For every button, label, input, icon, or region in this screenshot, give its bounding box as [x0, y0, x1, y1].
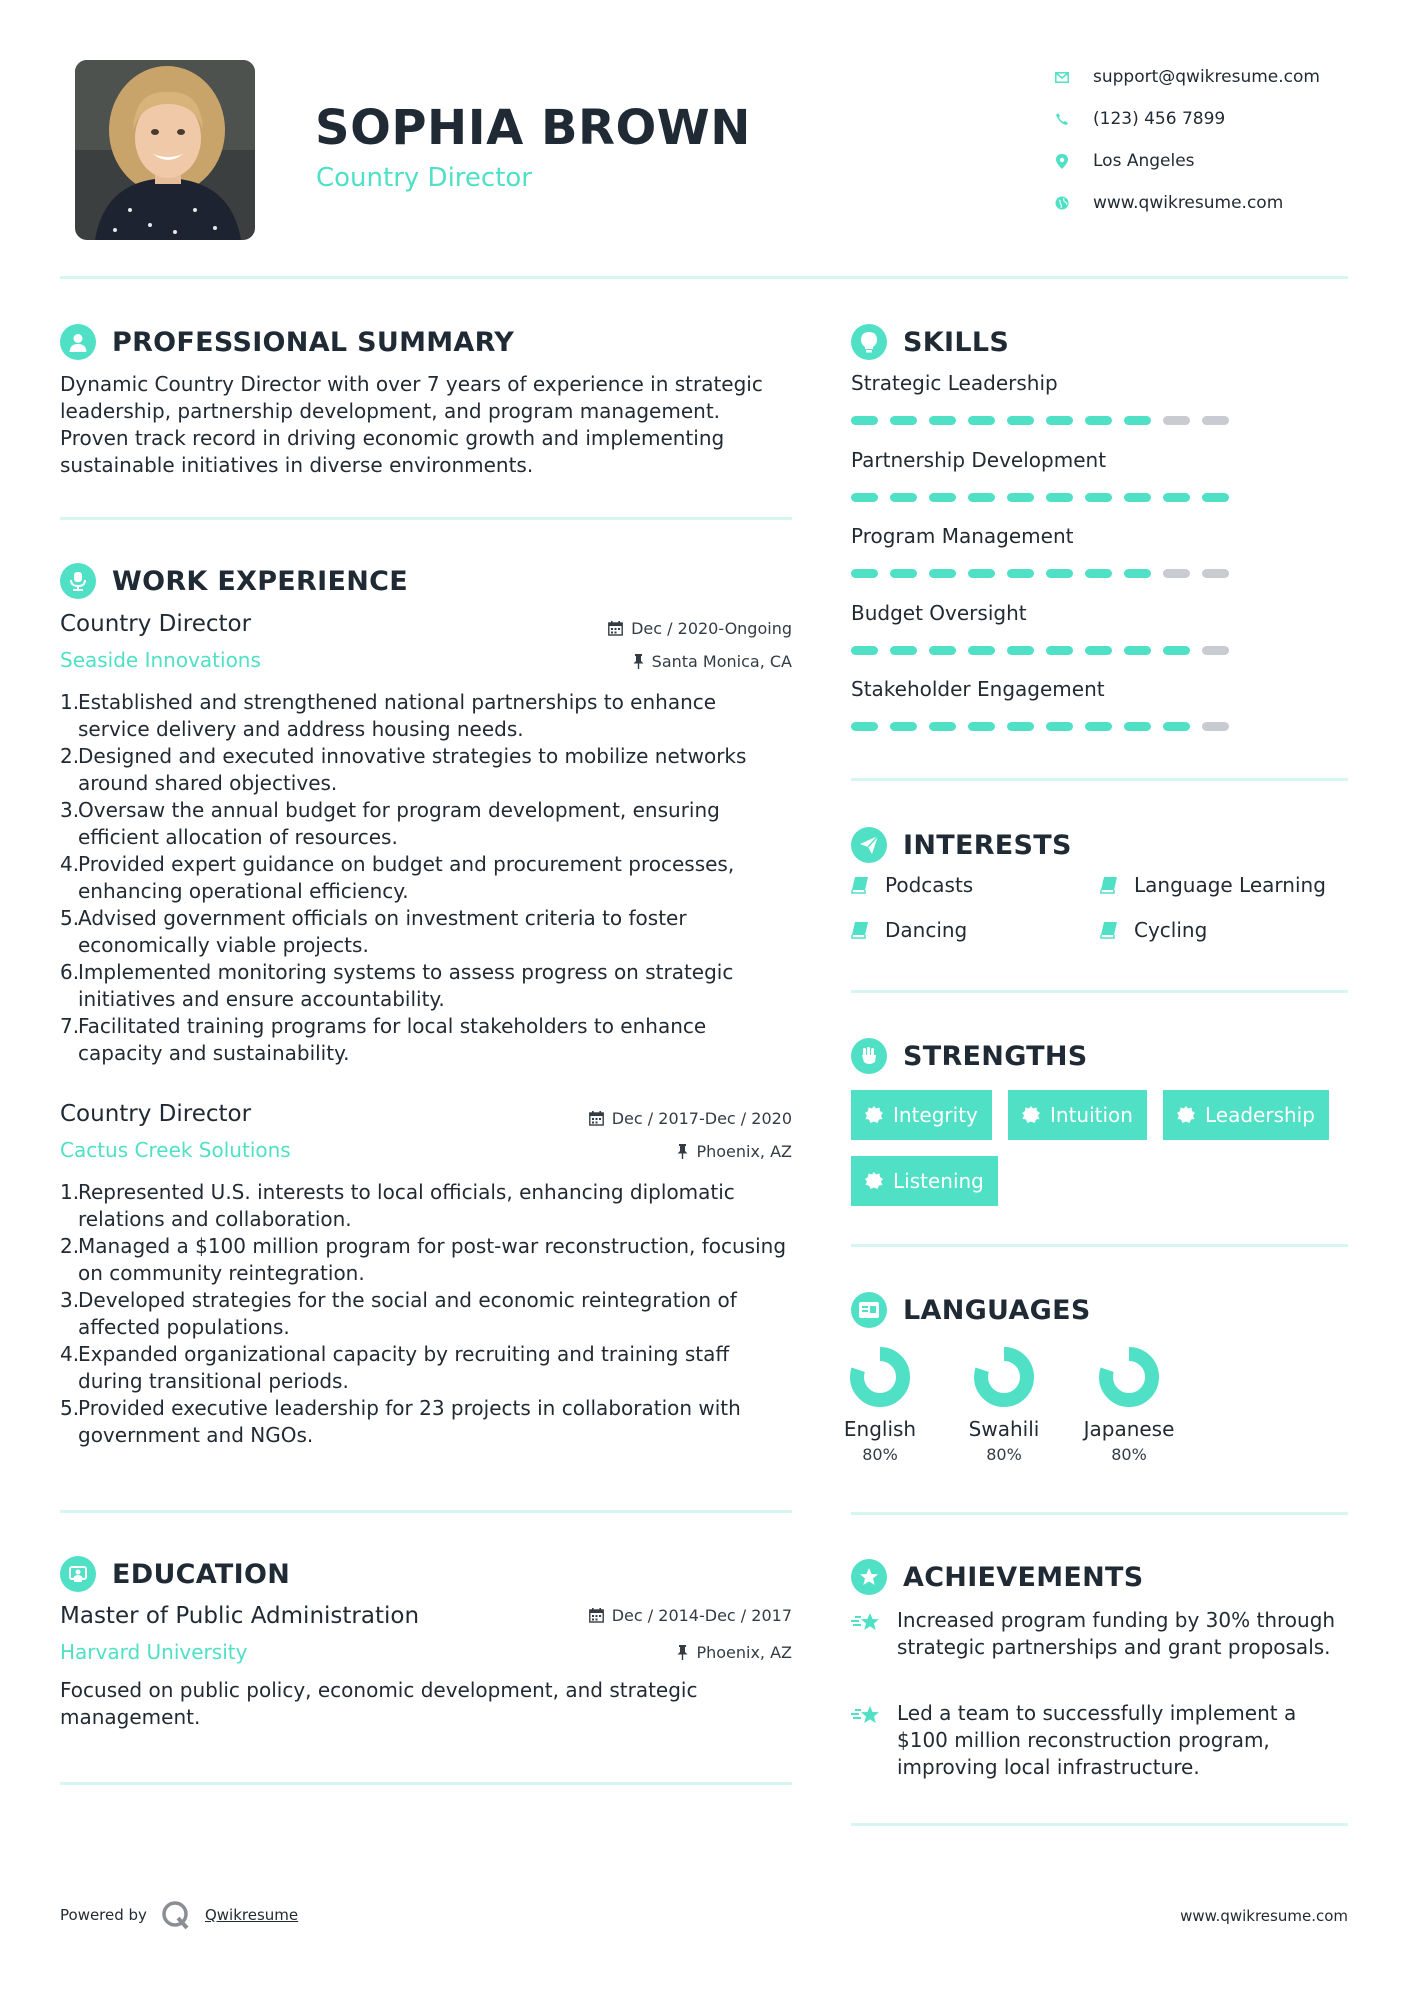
- experience-heading: WORK EXPERIENCE: [112, 565, 408, 597]
- skill-segment-filled: [851, 722, 878, 731]
- skill-segment-filled: [1124, 493, 1151, 502]
- pushpin-icon: [633, 654, 644, 669]
- book-icon: [1100, 921, 1118, 939]
- skills-heading: SKILLS: [903, 326, 1010, 358]
- languages-header: [851, 1292, 1091, 1328]
- list-item: 3. Oversaw the annual budget for program development, ensuring efficient allocation of resources.: [60, 798, 720, 849]
- education-school: Harvard University: [60, 1640, 248, 1664]
- skill-segment-filled: [929, 493, 956, 502]
- contact-email-text: support@qwikresume.com: [1093, 67, 1320, 87]
- skill-segment-filled: [1085, 569, 1112, 578]
- contact-phone-text: (123) 456 7899: [1093, 109, 1226, 129]
- skill-segment-filled: [929, 416, 956, 425]
- id-card-icon: [851, 1292, 887, 1328]
- education-date-text: Dec / 2014-Dec / 2017: [611, 1606, 792, 1625]
- skill-segment-empty: [1202, 722, 1229, 731]
- list-item: 4. Provided expert guidance on budget and procurement processes, enhancing operational efficiency.: [60, 852, 735, 903]
- experience-divider: [60, 1510, 792, 1513]
- progress-arc: [981, 1354, 1027, 1400]
- qwikresume-link[interactable]: Qwikresume: [204, 1906, 299, 1924]
- pushpin-icon: [677, 1144, 688, 1159]
- progress-arc: [857, 1354, 903, 1400]
- achievements-heading: ACHIEVEMENTS: [903, 1561, 1144, 1593]
- list-item: 6. Implemented monitoring systems to assess progress on strategic initiatives and ensure accountability.: [60, 960, 734, 1011]
- strengths-heading: STRENGTHS: [903, 1040, 1088, 1072]
- skill-name: Strategic Leadership: [851, 371, 1058, 395]
- job-1-company: Seaside Innovations: [60, 648, 261, 672]
- badge-icon: [865, 1106, 883, 1124]
- skill-segment-filled: [1124, 646, 1151, 655]
- skill-segment-filled: [1085, 416, 1112, 425]
- star-badge-icon: [851, 1559, 887, 1595]
- job-2-title: Country Director: [60, 1101, 252, 1127]
- education-location: [677, 1643, 792, 1662]
- progress-ring: [848, 1345, 912, 1409]
- interests-divider: [851, 990, 1348, 993]
- education-location-text: Phoenix, AZ: [696, 1643, 792, 1662]
- lightbulb-icon: [851, 324, 887, 360]
- job-1-date: [608, 619, 792, 638]
- left-column: [60, 0, 792, 1990]
- shooting-star-icon: [851, 1700, 897, 1781]
- skill-segment-filled: [968, 493, 995, 502]
- qwikresume-logo-icon: [161, 1900, 191, 1930]
- book-icon: [851, 921, 869, 939]
- calendar-icon: [608, 621, 623, 636]
- skill-segment-empty: [1202, 569, 1229, 578]
- job-1-date-text: Dec / 2020-Ongoing: [631, 619, 792, 638]
- skill-segment-filled: [890, 722, 917, 731]
- skill-segment-filled: [968, 722, 995, 731]
- skill-name: Stakeholder Engagement: [851, 677, 1105, 701]
- summary-text: Dynamic Country Director with over 7 years of experience in strategic leadership, partnership development, and program management. Proven track record in driving economic growth and implementing sustainable initiatives in diverse environments.: [60, 372, 763, 477]
- calendar-icon: [589, 1111, 604, 1126]
- education-description: Focused on public policy, economic development, and strategic management.: [60, 1678, 698, 1729]
- footer-website-link[interactable]: www.qwikresume.com: [1180, 1907, 1348, 1925]
- skill-segment-filled: [890, 646, 917, 655]
- skill-segment-filled: [1124, 722, 1151, 731]
- badge-icon: [1177, 1106, 1195, 1124]
- book-icon: [851, 876, 869, 894]
- skill-segment-empty: [1202, 416, 1229, 425]
- skill-segment-filled: [1202, 493, 1229, 502]
- job-2-date-text: Dec / 2017-Dec / 2020: [611, 1109, 792, 1128]
- strength-chip-leadership: Leadership: [1163, 1090, 1329, 1140]
- list-item: 7. Facilitated training programs for local stakeholders to enhance capacity and sustainability.: [60, 1014, 707, 1065]
- interest-item-dancing: Dancing: [851, 918, 967, 942]
- skill-segment-filled: [851, 646, 878, 655]
- skill-segment-empty: [1202, 646, 1229, 655]
- skill-segment-filled: [929, 722, 956, 731]
- summary-heading: PROFESSIONAL SUMMARY: [112, 326, 515, 358]
- job-1-location: [633, 652, 792, 671]
- skill-level-bar: [851, 493, 1241, 502]
- progress-ring: [1097, 1345, 1161, 1409]
- job-2-location: [677, 1142, 792, 1161]
- skill-name: Budget Oversight: [851, 600, 1027, 625]
- interest-item-language-learning: Language Learning: [1100, 873, 1326, 897]
- skill-segment-filled: [1007, 722, 1034, 731]
- list-item: 4. Expanded organizational capacity by recruiting and training staff during transitional periods.: [60, 1342, 730, 1393]
- strength-chip-intuition: Intuition: [1008, 1090, 1147, 1140]
- skill-name: Partnership Development: [851, 447, 1107, 472]
- interest-item-cycling: Cycling: [1100, 918, 1207, 942]
- badge-icon: [865, 1172, 883, 1190]
- shooting-star-icon: [851, 1607, 897, 1661]
- pushpin-icon: [677, 1645, 688, 1660]
- skill-segment-filled: [929, 646, 956, 655]
- skill-segment-filled: [1163, 493, 1190, 502]
- calendar-icon: [589, 1608, 604, 1623]
- skill-segment-filled: [1007, 646, 1034, 655]
- badge-icon: [1022, 1106, 1040, 1124]
- language-japanese: Japanese 80%: [1079, 1345, 1179, 1464]
- skills-header: [851, 324, 1009, 360]
- strengths-header: [851, 1038, 1088, 1074]
- contact-location-text: Los Angeles: [1093, 151, 1195, 171]
- achievements-divider: [851, 1823, 1348, 1826]
- list-item: 5. Provided executive leadership for 23 projects in collaboration with government and NGOs.: [60, 1396, 741, 1447]
- candidate-name: SOPHIA BROWN: [315, 100, 751, 156]
- job-1-bullets: [60, 689, 792, 1067]
- list-item: 3. Developed strategies for the social and economic reintegration of affected populations.: [60, 1288, 737, 1339]
- job-2-date: [589, 1109, 792, 1128]
- skill-segment-filled: [1046, 416, 1073, 425]
- right-column: [843, 0, 1348, 1990]
- skill-segment-filled: [1085, 493, 1112, 502]
- contact-website-text: www.qwikresume.com: [1093, 193, 1284, 213]
- summary-divider: [60, 517, 792, 520]
- language-swahili: Swahili 80%: [954, 1345, 1054, 1464]
- interests-header: [851, 827, 1072, 863]
- skill-segment-filled: [890, 569, 917, 578]
- progress-ring: [972, 1345, 1036, 1409]
- achievement-item: Increased program funding by 30% through strategic partnerships and grant proposals.: [851, 1607, 1348, 1661]
- briefcase-icon: [60, 563, 96, 599]
- skill-segment-filled: [1124, 416, 1151, 425]
- strengths-divider: [851, 1244, 1348, 1247]
- list-item: 1. Represented U.S. interests to local officials, enhancing diplomatic relations and collaboration.: [60, 1180, 735, 1231]
- skill-segment-filled: [1124, 569, 1151, 578]
- job-1-location-text: Santa Monica, CA: [651, 652, 792, 671]
- skill-segment-filled: [851, 416, 878, 425]
- skill-level-bar: [851, 416, 1241, 425]
- interests-heading: INTERESTS: [903, 829, 1072, 861]
- skills-divider: [851, 778, 1348, 781]
- interest-item-podcasts: Podcasts: [851, 873, 973, 897]
- graduation-icon: [60, 1556, 96, 1592]
- languages-divider: [851, 1512, 1348, 1515]
- skill-level-bar: [851, 722, 1241, 731]
- skill-segment-filled: [968, 416, 995, 425]
- job-2-company: Cactus Creek Solutions: [60, 1138, 291, 1162]
- skill-segment-filled: [1046, 646, 1073, 655]
- job-2-bullets: [60, 1179, 792, 1449]
- footer-powered-by: Powered by Qwikresume: [60, 1900, 298, 1930]
- skill-segment-filled: [851, 493, 878, 502]
- skill-segment-filled: [1085, 646, 1112, 655]
- candidate-title: Country Director: [316, 163, 532, 193]
- skill-level-bar: [851, 569, 1241, 578]
- skill-segment-filled: [1085, 722, 1112, 731]
- education-heading: EDUCATION: [112, 1558, 291, 1590]
- skill-segment-filled: [1007, 569, 1034, 578]
- skill-segment-filled: [1007, 416, 1034, 425]
- job-2-location-text: Phoenix, AZ: [696, 1142, 792, 1161]
- skill-segment-filled: [1163, 646, 1190, 655]
- skill-segment-filled: [851, 569, 878, 578]
- education-divider: [60, 1782, 792, 1785]
- list-item: 2. Managed a $100 million program for post-war reconstruction, focusing on community reintegration.: [60, 1234, 787, 1285]
- education-date: [589, 1606, 792, 1625]
- achievement-item: Led a team to successfully implement a $100 million reconstruction program, improving local infrastructure.: [851, 1700, 1348, 1781]
- fist-icon: [851, 1038, 887, 1074]
- achievements-header: [851, 1559, 1144, 1595]
- skill-segment-filled: [890, 493, 917, 502]
- skill-segment-filled: [1163, 722, 1190, 731]
- strength-chip-listening: Listening: [851, 1156, 998, 1206]
- skill-segment-filled: [1046, 493, 1073, 502]
- summary-header: [60, 324, 514, 360]
- languages-heading: LANGUAGES: [903, 1294, 1091, 1326]
- paper-plane-icon: [851, 827, 887, 863]
- skill-segment-filled: [968, 569, 995, 578]
- experience-header: [60, 563, 408, 599]
- strength-chip-integrity: Integrity: [851, 1090, 992, 1140]
- progress-arc: [1106, 1354, 1152, 1400]
- skill-segment-filled: [890, 416, 917, 425]
- book-icon: [1100, 876, 1118, 894]
- skill-name: Program Management: [851, 524, 1074, 548]
- education-degree: Master of Public Administration: [60, 1603, 420, 1629]
- education-header: [60, 1556, 290, 1592]
- skill-segment-empty: [1163, 569, 1190, 578]
- skill-level-bar: [851, 646, 1241, 655]
- list-item: 5. Advised government officials on investment criteria to foster economically viable projects.: [60, 906, 687, 957]
- language-english: English 80%: [830, 1345, 930, 1464]
- skill-segment-filled: [1046, 569, 1073, 578]
- list-item: 1. Established and strengthened national partnerships to enhance service delivery and address housing needs.: [60, 690, 717, 741]
- skill-segment-filled: [968, 646, 995, 655]
- skill-segment-filled: [1046, 722, 1073, 731]
- skill-segment-filled: [929, 569, 956, 578]
- list-item: 2. Designed and executed innovative strategies to mobilize networks around shared objectives.: [60, 744, 747, 795]
- skill-segment-empty: [1163, 416, 1190, 425]
- job-1-title: Country Director: [60, 611, 252, 637]
- user-icon: [60, 324, 96, 360]
- skill-segment-filled: [1007, 493, 1034, 502]
